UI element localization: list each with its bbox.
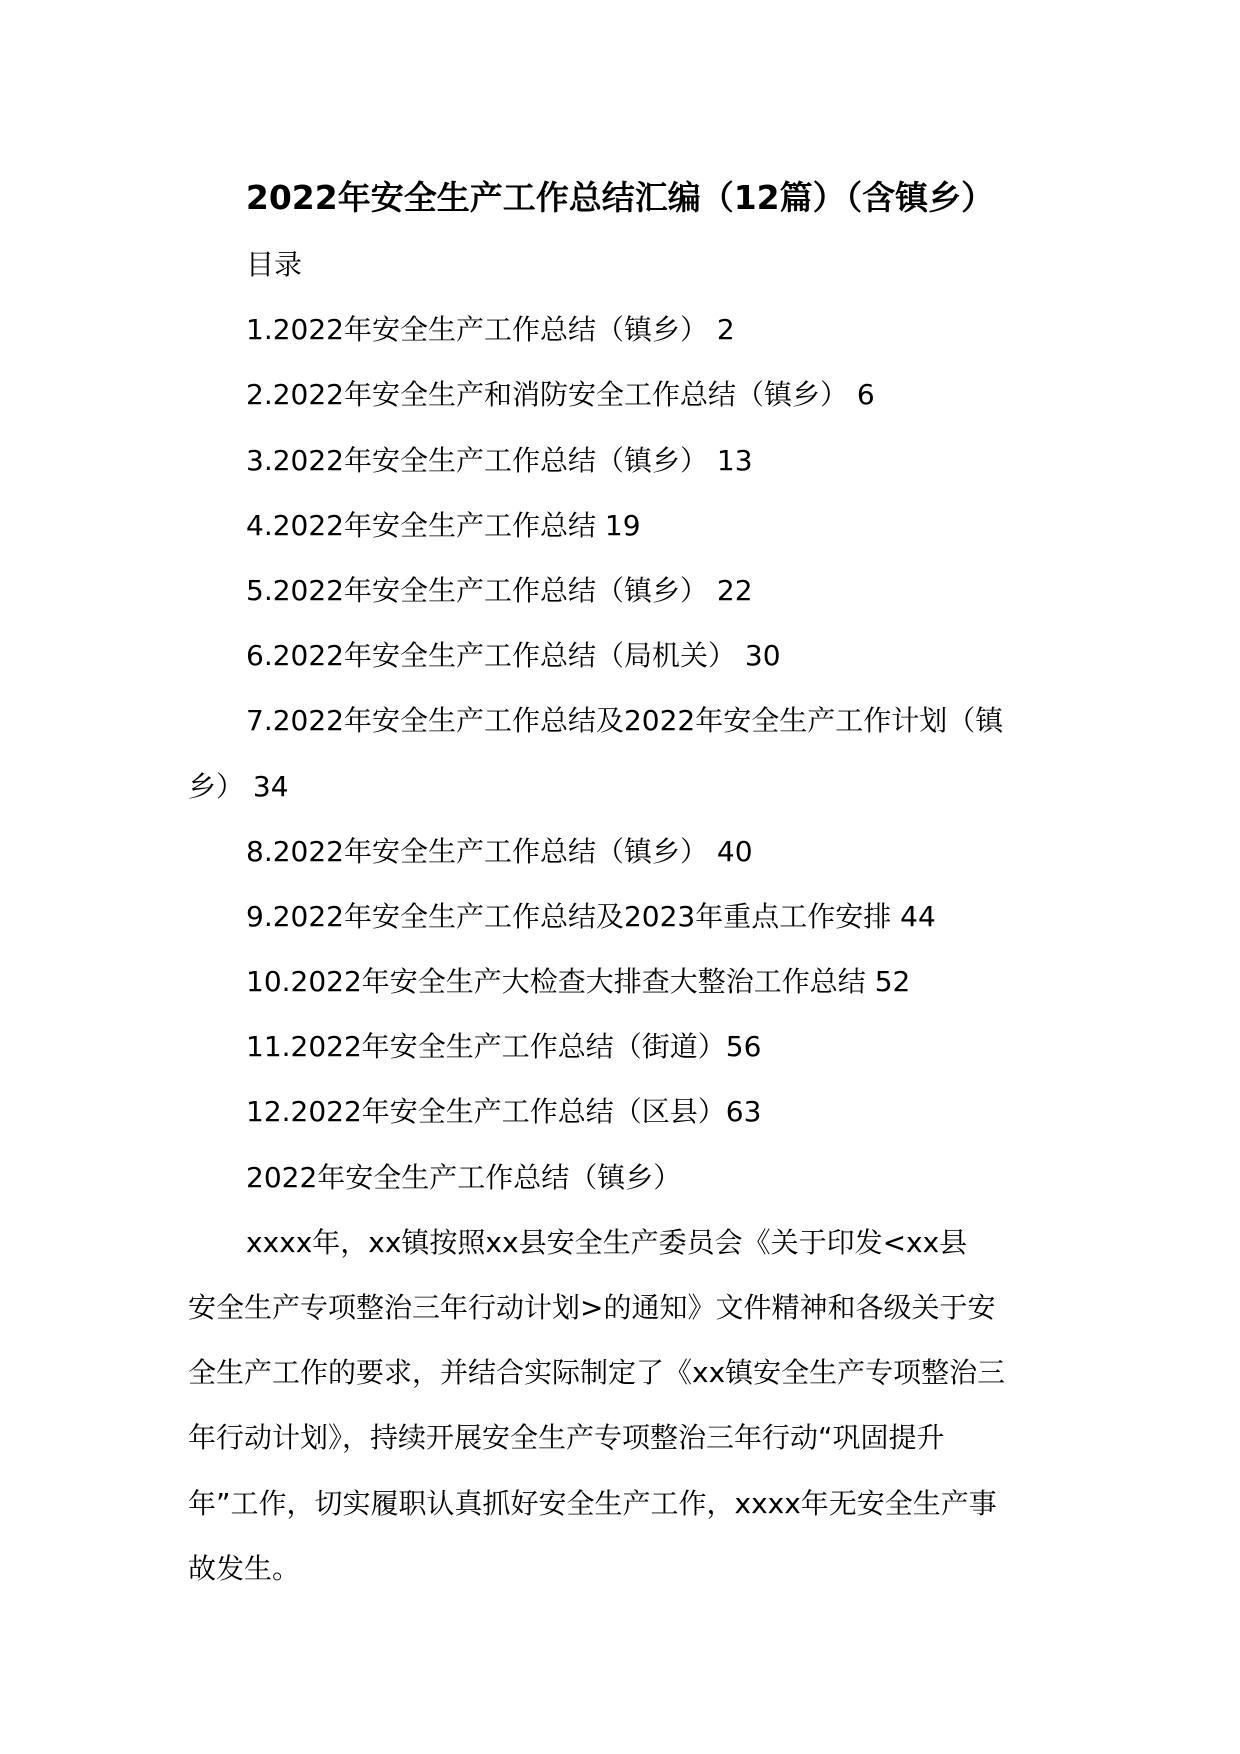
toc-entry-9: 9.2022年安全生产工作总结及2023年重点工作安排 44 <box>246 899 936 933</box>
toc-entry-4: 4.2022年安全生产工作总结 19 <box>246 508 641 542</box>
toc-entry-2: 2.2022年安全生产和消防安全工作总结（镇乡） 6 <box>246 378 875 412</box>
toc-entry-7: 7.2022年安全生产工作总结及2022年安全生产工作计划（镇 <box>246 704 1004 738</box>
toc-entry-3: 3.2022年安全生产工作总结（镇乡） 13 <box>246 443 753 477</box>
toc-entry-10: 10.2022年安全生产大检查大排查大整治工作总结 52 <box>246 965 911 999</box>
paragraph-line-2: 安全生产专项整治三年行动计划>的通知》文件精神和各级关于安 <box>188 1291 996 1324</box>
section-title: 2022年安全生产工作总结（镇乡） <box>246 1160 682 1194</box>
paragraph-line-1: xxxx年，xx镇按照xx县安全生产委员会《关于印发<xx县 <box>246 1225 968 1259</box>
toc-entry-5: 5.2022年安全生产工作总结（镇乡） 22 <box>246 573 753 607</box>
document-body <box>188 232 1054 1601</box>
paragraph-line-3: 全生产工作的要求，并结合实际制定了《xx镇安全生产专项整治三 <box>188 1356 1006 1390</box>
document-title: 2022年安全生产工作总结汇编（12篇）（含镇乡） <box>245 178 995 217</box>
toc-entry-1: 1.2022年安全生产工作总结（镇乡） 2 <box>246 313 735 347</box>
paragraph-line-6: 故发生。 <box>188 1551 301 1585</box>
paragraph-line-4: 年行动计划》，持续开展安全生产专项整治三年行动“巩固提升 <box>188 1421 945 1455</box>
toc-entry-12: 12.2022年安全生产工作总结（区县）63 <box>246 1095 762 1129</box>
toc-entry-6: 6.2022年安全生产工作总结（局机关） 30 <box>246 639 781 673</box>
toc-entry-11: 11.2022年安全生产工作总结（街道）56 <box>246 1030 762 1064</box>
toc-entry-7-continued: 乡） 34 <box>188 769 289 803</box>
toc-heading: 目录 <box>246 248 303 281</box>
toc-entry-8: 8.2022年安全生产工作总结（镇乡） 40 <box>246 834 753 868</box>
paragraph-line-5: 年”工作，切实履职认真抓好安全生产工作，xxxx年无安全生产事 <box>188 1486 997 1520</box>
